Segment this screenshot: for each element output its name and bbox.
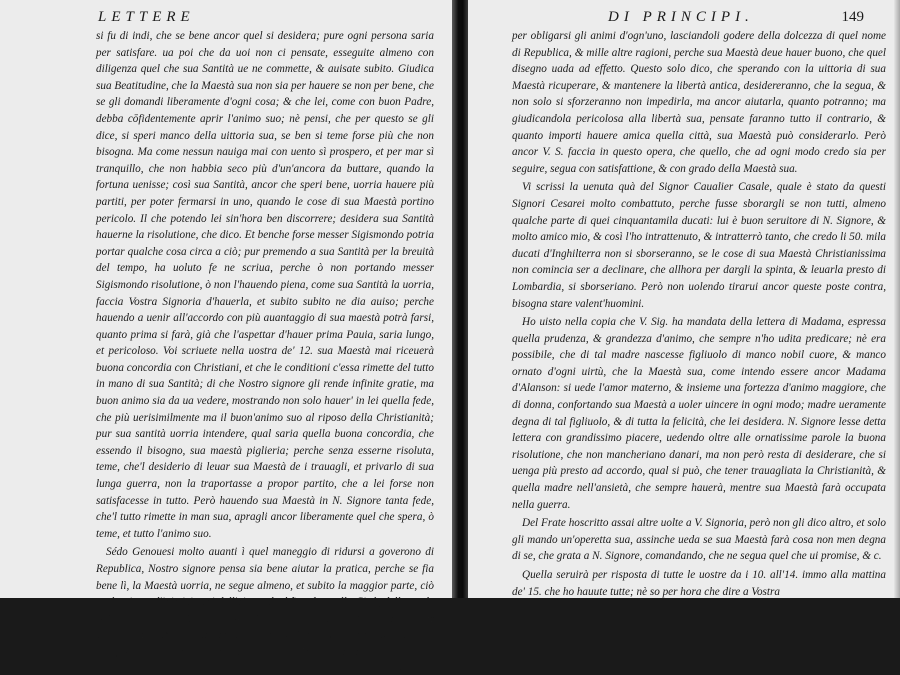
paragraph: Del Frate hoscritto assai altre uolte a V. Signoria, però non gli dico altro, et solo gli mando un'operetta sua, assinche ueda se sua Maestà farà cosa non men degna di se, che grata a N. Signore, comandando, che ne segua quel che ui promise, & c. — [512, 517, 886, 563]
right-body — [512, 28, 886, 600]
paragraph: Sédo Genouesi molto auanti ì quel maneggio di ridursi a goverono di Republica, Nostro signore pensa sia bene aiutar la pratica, perche se fia bene lì, la Maestà uorria, ne segue almeno, et subito la maggior parte, ciò sarà priuar gl'inimici suoi dell'aiuto, che hãno da quella Città, della quale potria poi in ogni tēpo sua Maestà ualersi più che habbia massimi, & quelle forze, che per tal concordia de' cittadini uorriano accrescere in essa, potria riputar sue; non dico quanto sua Maestà saria — [96, 546, 434, 658]
paragraph: Quella seruirà per risposta di tutte le uostre da i 10. all'14. immo alla mattina de' 15. che ho hauute tutte; nè so per hora che dire a Vostra — [512, 569, 886, 598]
catchword-right: Si- — [849, 602, 862, 615]
paragraph: Vi scrissi la uenuta quà del Signor Caualier Casale, quale è stato da questi Signori Cesarei molto combattuto, perche fusse sborargli se non tutti, almeno qualche parte di quei cinquantamila ducati: lui è buon seruitore di N. Signore, & molto amico mio, & così l'ho intrattenuto, & intratterrò tanto, che credo li 50. mila ducati d'Inghilterra non si sborseranno, se le cose di sua Maestà Christianissima non comincia ser a declinare, che allhora per dargli la spinta, & leuarla presto di Lombardia, si sborseriano. Però non uolendo tirarui ancor queste poste contra, bisogna stare valent'huomini. — [512, 181, 886, 310]
page-number: 149 — [841, 9, 864, 25]
paragraph: Ho uisto nella copia che V. Sig. ha mandata della lettera di Madama, espressa quella prudenza, & grandezza d'animo, che sempre n'ho udita predicare; nè era possibile, che di tal madre nascesse figliuolo di manco nobil cuore, & manco ornato d'ogni uirtù, che la Maestà sua, come intendo essere ancor Madama d'Alanson: si uede l'amor materno, & insieme una fortezza d'animo maggiore, che di donna, confortando sua Maestà a uoler uincere in ogni modo; madre ueramente degna di tal figliuolo, & di tutta la felicità, che lei desidera. N. Signore lesse detta lettera con grandissimo piacere, uedendo oltre alle ornatissime parole la buona risolutione, che non mancheriano danari, ma non però resta di desiderare, che si uenga più presto ad accordo, qual si può, che tener trauagliata la Christianità, & quella madre nell'ansietà, che sempre hauerà, mentre sua Maestà farà occupata nella guerra. — [512, 316, 886, 511]
running-head-left: LETTERE — [98, 9, 195, 25]
right-page — [468, 0, 900, 615]
page-edge-right — [894, 0, 900, 598]
paragraph: si fu di indi, che se bene ancor quel si desidera; pure ogni persona saria per satisfare. ua poi che da uoi non ci pensate, esseguite almeno con diligenza quel che sua Santità ue ne commette, & auisate subito. Giudica sua Beatitudine, che la Maestà sua non sia per hauere se non per bene, che se gli domandi liberamente d'ogni cosa; & che lei, come con buon Padre, debba cōfidentemente aprir l'animo suo; nè pensi, che per questo se gli dice, si speri manco della uittoria sua, se ben si teme forse più che non bisogna. Ma come nessun nauiga mai con uento sì prospero, et per mar sì tranquillo, che non habbia seco più d'un'ancora da buttare, quando la fortuna uenisse; così sua Santità, ancor che speri bene, uorria hauere più partiti, per poter fermarsi in uno, quando le cose di sua Maestà portino pericolo. Il che potendo lei sin'hora ben discorrere; desidera sua Santità hauerne la risolutione, che dico. Et benche forse messer Sigismondo potria portar qualche cosa circa a ciò; pur premendo a sua Santità per la breuità del tempo, ha uoluto fe ne scriua, perche ò non portando messer Sigismondo risolutione, ò non l'hauendo piena, come sua Santità la uorria, faccia Vostra Signoria d'hauerla, et subito subito ne dia auiso; perche hauendo a uenir all'accordo con più auantaggio di sua maestà potrà farsi, quanto prima si farà, già che l'aspettar d'hauer prima Pauia, saria lungo, et pericoloso. Voi scriuete nella uostra de' 12. sua Maestà mai riceuerà buona concordia con Christiani, et che le conditioni c'essa rimette del tutto in mano di sua Santità; di che Nostro signore gli rende infinite gratie, ma buon animo sia da ua vedere, mostrando non solo hauer' in lei quella fede, che più uerisimilmente ma il buon'animo suo al riposo della Christianità; pur sua santità uorria intendere, qual saria quella buona concordia, che essendo il bisogno, sua maestà piglieria; perche senza esserne risoluta, teme, che'l desiderio di leuar sua Maestà de i trauagli, et privarlo di sua lunga guerra, non la traportasse a propor partito, che a lei forse non satisfacesse in tutto. Però hauendo sua Maestà in N. Signore tanta fede, che'l tutto rimette in man sua, apragli ancor liberamente quel che spera, ò teme, et tutto l'animo suo. — [96, 30, 434, 540]
left-header — [96, 6, 434, 28]
running-head-right: DI PRINCIPI. — [608, 9, 754, 25]
right-header — [512, 6, 886, 28]
catchword-left: per — [395, 662, 410, 675]
paragraph: per obligarsi gli animi d'ogn'uno, lasciandoli godere della dolcezza di quel nome di Republica, & mille altre ragioni, perche sua Maestà deue hauer buono, che quel disegno uada ad effetto. Questo solo dico, che sperando con la uittoria di sua Maestà ricuperare, & mantenere la libertà antica, desidereranno, che la segua, & non solo si sforzeranno non impedirla, ma ancor aiutarla, quanto potranno; ma giudicandola pericolosa alla libertà sua, pensate faranno tutto il contrario, & quanto importi hauere amica quella città, sua Maestà può considerarlo. Però ancor V. S. faccia in questo opera, che quello, che ad ogni modo credo sia per seguire, segua con satisfattione, & con grado della Maestà sua. — [512, 30, 886, 175]
left-body — [96, 28, 434, 661]
